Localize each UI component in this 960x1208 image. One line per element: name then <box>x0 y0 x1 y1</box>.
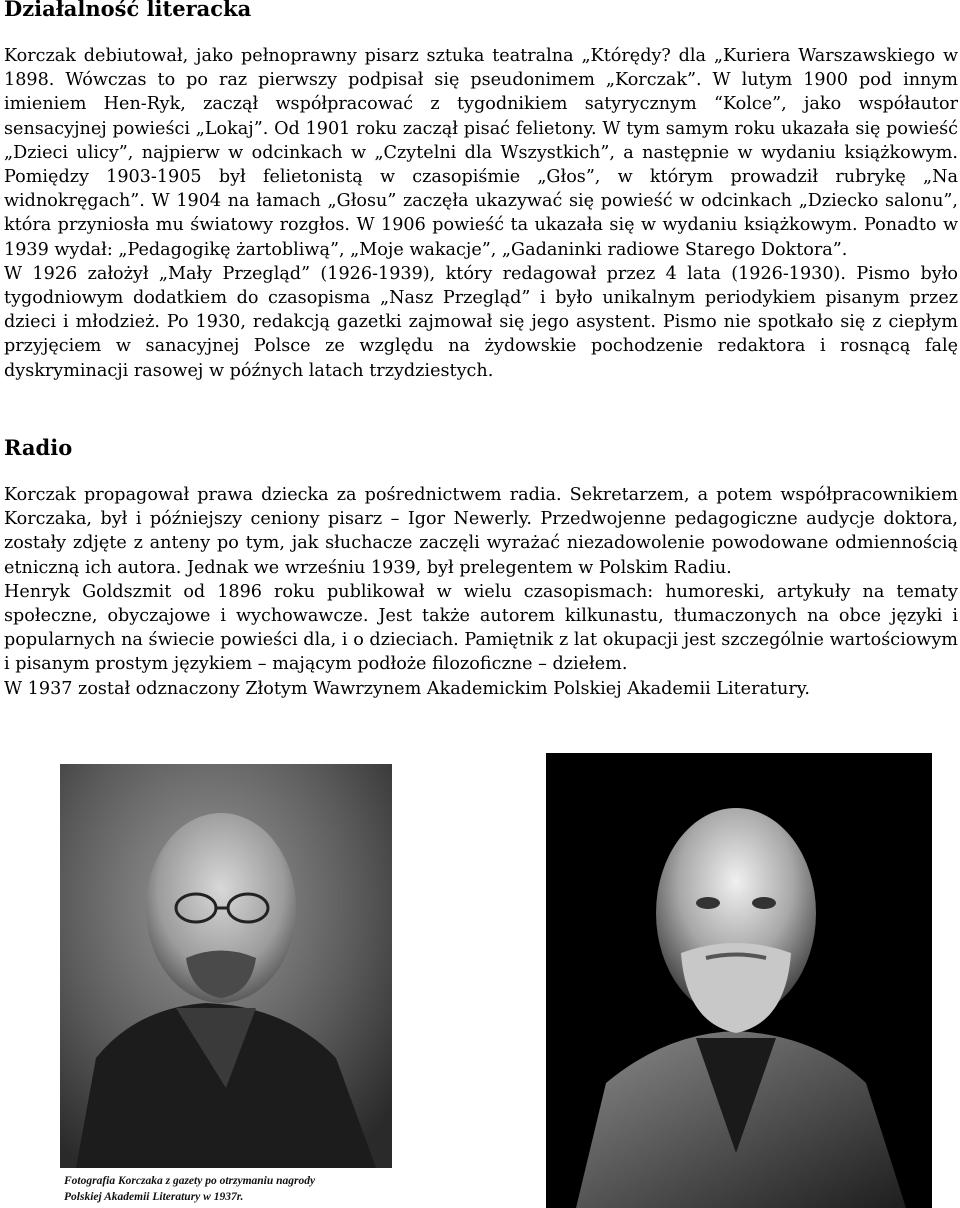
photo-caption-line-1: Fotografia Korczaka z gazety po otrzymaniu nagrody <box>64 1175 316 1187</box>
newspaper-portrait-photo <box>56 758 396 1206</box>
paragraph: W 1937 został odznaczony Złotym Wawrzynem Akademickim Polskiej Akademii Literatury. <box>4 678 810 699</box>
section-body-radio <box>4 483 958 701</box>
portrait-photo-black-background <box>546 753 932 1208</box>
portrait-illustration-1 <box>56 758 396 1206</box>
section-heading-literary-activity: Działalność literacka <box>4 0 252 21</box>
photo-caption-line-2: Polskiej Akademii Literatury w 1937r. <box>64 1191 244 1203</box>
paragraph: Korczak propagował prawa dziecka za pośrednictwem radia. Sekretarzem, a potem współpracownikiem Korczaka, był i późniejszy ceniony pisarz – Igor Newerly. Przedwojenne pedagogiczne audycje doktora, zostały zdjęte z anteny po tym, jak słuchacze zaczęli wyrażać niezadowolenie powodowane odmiennością etniczną ich autora. Jednak we wrześniu 1939, był prelegentem w Polskim Radiu. <box>4 485 958 578</box>
paragraph: Henryk Goldszmit od 1896 roku publikował w wielu czasopismach: humoreski, artykuły na tematy społeczne, obyczajowe i wychowawcze. Jest także autorem kilkunastu, tłumaczonych na obce języki i popularnych na świecie powieści dla, i o dzieciach. Pamiętnik z lat okupacji jest szczególnie wartościowym i pisanym prostym językiem – mającym podłoże filozoficzne – dziełem. <box>4 581 958 675</box>
paragraph: W 1926 założył „Mały Przegląd” (1926-1939), który redagował przez 4 lata (1926-1930). Pismo było tygodniowym dodatkiem do czasopisma „Nasz Przegląd” i było unikalnym periodykiem pisanym przez dzieci i młodzież. Po 1930, redakcją gazetki zajmował się jego asystent. Pismo nie spotkało się z ciepłym przyjęciem w sanacyjnej Polsce ze względu na żydowskie pochodzenie redaktora i rosnącą falę dyskryminacji rasowej w późnych latach trzydziestych. <box>4 263 958 381</box>
portrait-illustration-2 <box>546 753 932 1208</box>
section-heading-radio: Radio <box>4 435 73 460</box>
section-body-literary-activity <box>4 44 958 383</box>
paragraph: Korczak debiutował, jako pełnoprawny pisarz sztuka teatralna „Którędy? dla „Kuriera Warszawskiego w 1898. Wówczas to po raz pierwszy podpisał się pseudonimem „Korczak”. W lutym 1900 pod innym imieniem Hen-Ryk, zaczął współpracować z tygodnikiem satyrycznym “Kolce”, jako współautor sensacyjnej powieści „Lokaj”. Od 1901 roku zaczął pisać felietony. W tym samym roku ukazała się powieść „Dzieci ulicy”, najpierw w odcinkach w „Czytelni dla Wszystkich”, a następnie w wydaniu książkowym. Pomiędzy 1903-1905 był felietonistą w czasopiśmie „Głos”, w którym prowadził rubrykę „Na widnokręgach”. W 1904 na łamach „Głosu” zaczęła ukazywać się powieść w odcinkach „Dziecko salonu”, która przyniosła mu światowy rozgłos. W 1906 powieść ta ukazała się w wydaniu książkowym. Ponadto w 1939 wydał: „Pedagogikę żartobliwą”, „Moje wakacje”, „Gadaninki radiowe Starego Doktora”. <box>4 46 958 260</box>
